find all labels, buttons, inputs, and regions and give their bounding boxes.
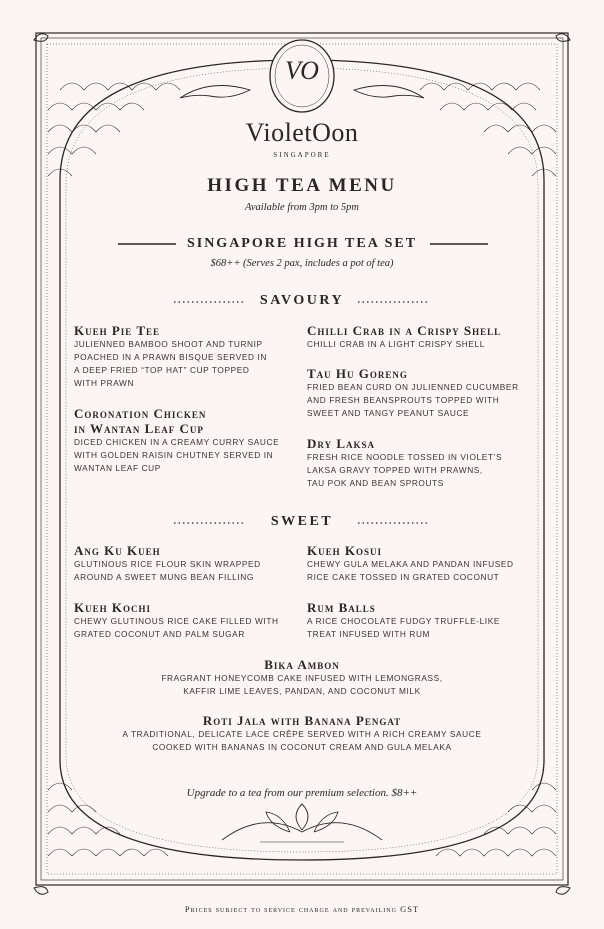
item-description: JULIENNED BAMBOO SHOOT AND TURNIP POACHED IN A PRAWN BISQUE SERVED IN A DEEP FRIED “TOP HAT” CUP TOPPED WITH PRAWN	[74, 339, 267, 388]
item-description: A RICE CHOCOLATE FUDGY TRUFFLE-LIKE TREAT INFUSED WITH RUM	[307, 616, 500, 639]
upgrade-note: Upgrade to a tea from our premium selection. $8++	[186, 787, 418, 799]
menu-item	[74, 323, 304, 390]
set-price: $68++ (Serves 2 pax, includes a pot of tea)	[210, 258, 394, 269]
item-description: DICED CHICKEN IN A CREAMY CURRY SAUCE WITH GOLDEN RAISIN CHUTNEY SERVED IN WANTAN LEAF CUP	[74, 437, 280, 473]
item-description: CHEWY GULA MELAKA AND PANDAN INFUSED RICE CAKE TOSSED IN GRATED COCONUT	[307, 559, 514, 582]
item-name: Rum Balls	[307, 600, 376, 615]
menu-item	[74, 600, 304, 641]
item-description: CHEWY GLUTINOUS RICE CAKE FILLED WITH GRATED COCONUT AND PALM SUGAR	[74, 616, 279, 639]
menu-availability: Available from 3pm to 5pm	[245, 202, 359, 213]
menu-item	[60, 657, 544, 698]
brand-location: SINGAPORE	[273, 151, 331, 159]
item-name: Kueh Kosui	[307, 543, 382, 558]
item-description: A TRADITIONAL, DELICATE LACE CRÊPE SERVED WITH A RICH CREAMY SAUCE COOKED WITH BANANAS IN COCONUT CREAM AND GULA MELAKA	[122, 729, 482, 752]
menu-item	[307, 436, 539, 490]
menu-item	[74, 406, 304, 475]
item-name: Kueh Pie Tee	[74, 323, 161, 338]
brand-name: VioletOon	[245, 118, 359, 147]
item-description: CHILLI CRAB IN A LIGHT CRISPY SHELL	[307, 339, 485, 349]
menu-item	[74, 543, 304, 584]
footer-note: Prices subject to service charge and prevailing GST	[184, 904, 420, 914]
menu-item	[307, 323, 539, 351]
menu-item	[307, 543, 539, 584]
item-description: FRIED BEAN CURD ON JULIENNED CUCUMBER AND FRESH BEANSPROUTS TOPPED WITH SWEET AND TANGY PEANUT SAUCE	[307, 382, 519, 418]
menu-item	[307, 600, 539, 641]
item-description: FRAGRANT HONEYCOMB CAKE INFUSED WITH LEMONGRASS, KAFFIR LIME LEAVES, PANDAN, AND COCONUT MILK	[161, 673, 443, 696]
item-name: Ang Ku Kueh	[74, 543, 161, 558]
item-name: Tau Hu Goreng	[307, 366, 408, 381]
item-description: GLUTINOUS RICE FLOUR SKIN WRAPPED AROUND A SWEET MUNG BEAN FILLING	[74, 559, 261, 582]
brand-monogram: VO	[285, 56, 319, 85]
item-name: Coronation Chicken in Wantan Leaf Cup	[74, 406, 207, 436]
item-description: FRESH RICE NOODLE TOSSED IN VIOLET’S LAKSA GRAVY TOPPED WITH PRAWNS, TAU POK AND BEAN SPROUTS	[307, 452, 503, 488]
section-heading-savoury: SAVOURY	[259, 293, 345, 308]
menu-title: HIGH TEA MENU	[207, 175, 397, 196]
section-heading-sweet: SWEET	[270, 514, 334, 529]
item-name: Chilli Crab in a Crispy Shell	[307, 323, 502, 338]
item-name: Dry Laksa	[307, 436, 375, 451]
item-name: Kueh Kochi	[74, 600, 151, 615]
menu-item	[307, 366, 539, 420]
item-name: Roti Jala with Banana Pengat	[202, 713, 402, 728]
menu-item	[60, 713, 544, 754]
set-title: SINGAPORE HIGH TEA SET	[186, 236, 418, 251]
item-name: Bika Ambon	[264, 657, 340, 672]
